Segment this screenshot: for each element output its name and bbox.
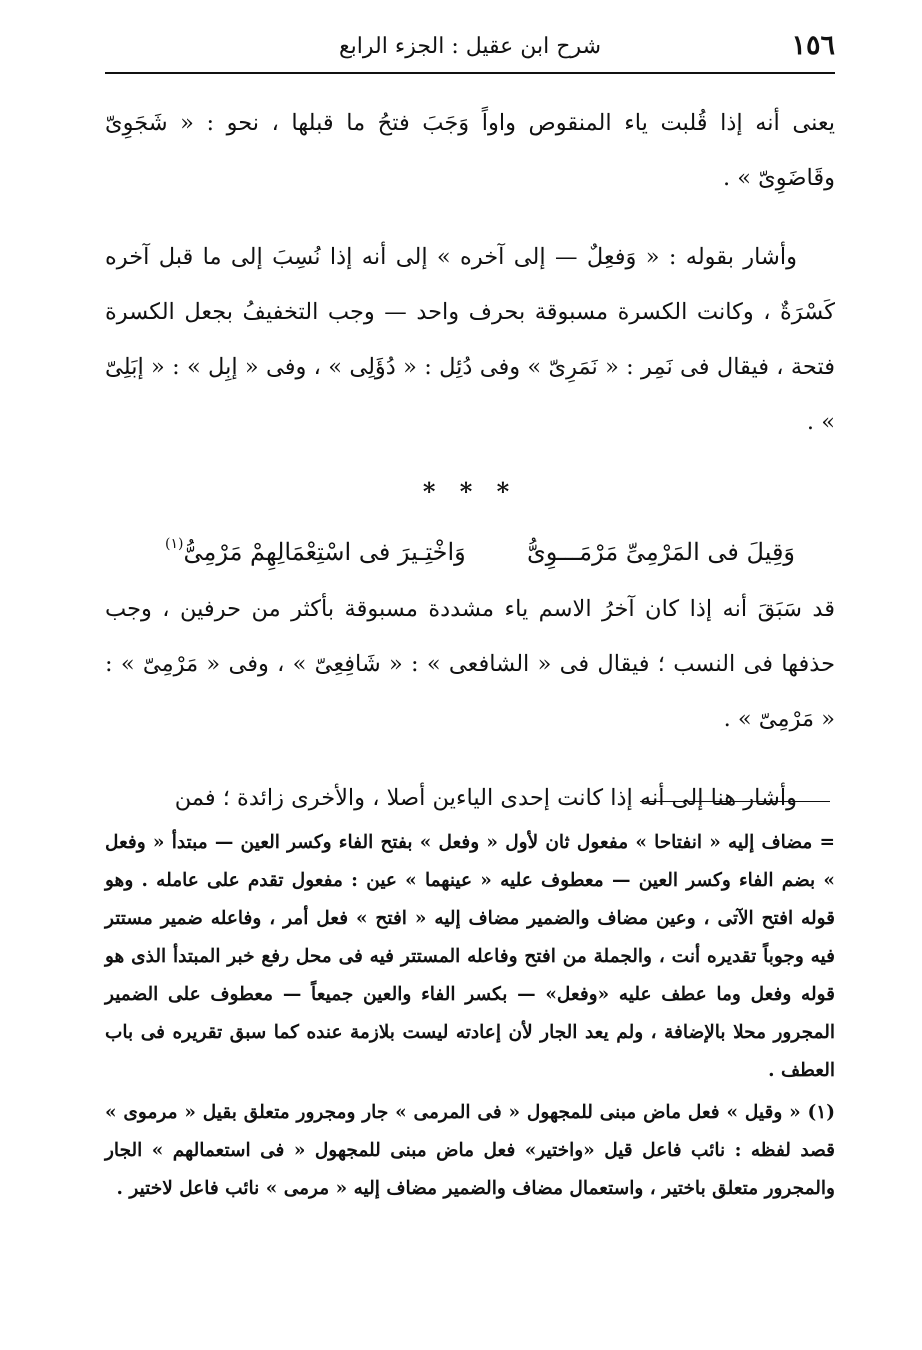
footnote-continuation: = مضاف إليه « انفتاحا » مفعول ثان لأول « وفعل » بفتح الفاء وكسر العين — مبتدأ « وفعل » بضم الفاء وكسر العين — معطوف عليه « عينهما » عين : مفعول تقدم على عامله . وهو قوله افتح الآتى ، وعين مضاف والضمير مضاف إليه « افتح » فعل أمر ، وفاعله ضمير مستتر فيه وجوباً تقديره أنت ، والجملة من افتح وفاعله المستتر فيه فى محل رفع خبر المبتدأ الذى هو قوله وفعل وما عطف عليه «وفعل» — بكسر الفاء والعين جميعاً — معطوف على الضمير المجرور محلا بالإضافة ، ولم يعد الجار لأن إعادته ليست بلازمة عنده كما سبق تقريره فى باب العطف . [105,832,835,1081]
verse-line [105,516,835,580]
footnote-divider [640,801,830,802]
paragraph-4: وأشار هنا إلى أنه إذا كانت إحدى الياءين أصلا ، والأخرى زائدة ؛ فمن [174,785,797,811]
paragraph-3: قد سَبَقَ أنه إذا كان آخرُ الاسم ياء مشددة مسبوقة بأكثر من حرفين ، وجب حذفها فى النسب ؛ فيقال فى « الشافعى » : « شَافِعِىّ » ، وفى « مَرْمِىّ » : « مَرْمِىّ » . [105,596,835,732]
running-title: شرح ابن عقيل : الجزء الرابع [338,34,602,59]
footnote-marker: (١) [165,536,184,552]
verse-left-hemistich-wrap [165,516,466,580]
main-text [105,96,835,850]
section-separator: * * * [422,477,518,506]
page-number: ١٥٦ [791,30,835,61]
paragraph-1: يعنى أنه إذا قُلبت ياء المنقوص واواً وَجَبَ فتحُ ما قبلها ، نحو : « شَجَوِىّ وقَاضَوِىّ » . [105,110,835,191]
footnotes [105,824,835,1212]
page-header [105,28,835,74]
footnote-1: (١) « وقيل » فعل ماض مبنى للمجهول « فى المرمى » جار ومجرور متعلق بقيل « مرموى » قصد لفظه : نائب فاعل قيل «واختير» فعل ماض مبنى للمجهول « فى استعمالهم » الجار والمجرور متعلق باختير ، واستعمال مضاف والضمير مضاف إليه « مرمى » نائب فاعل لاختير . [105,1102,835,1199]
paragraph-2: وأشار بقوله : « وَفعِلٌ — إلى آخره » إلى أنه إذا نُسِبَ إلى ما قبل آخره كَسْرَةٌ ، وكانت الكسرة مسبوقة بحرف واحد — وجب التخفيفُ بجعل الكسرة فتحة ، فيقال فى نَمِر : « نَمَرِىّ » وفى دُئِل : « دُؤَلِى » ، وفى « إبِل » : « إبَلِىّ » . [105,244,835,435]
verse-right-hemistich: وَقِيلَ فى المَرْمِىِّ مَرْمَـــوِىُّ [526,538,795,566]
verse-left-hemistich: وَاخْتِـيرَ فى اسْتِعْمَالِهِمْ مَرْمِىُّ [183,538,466,566]
